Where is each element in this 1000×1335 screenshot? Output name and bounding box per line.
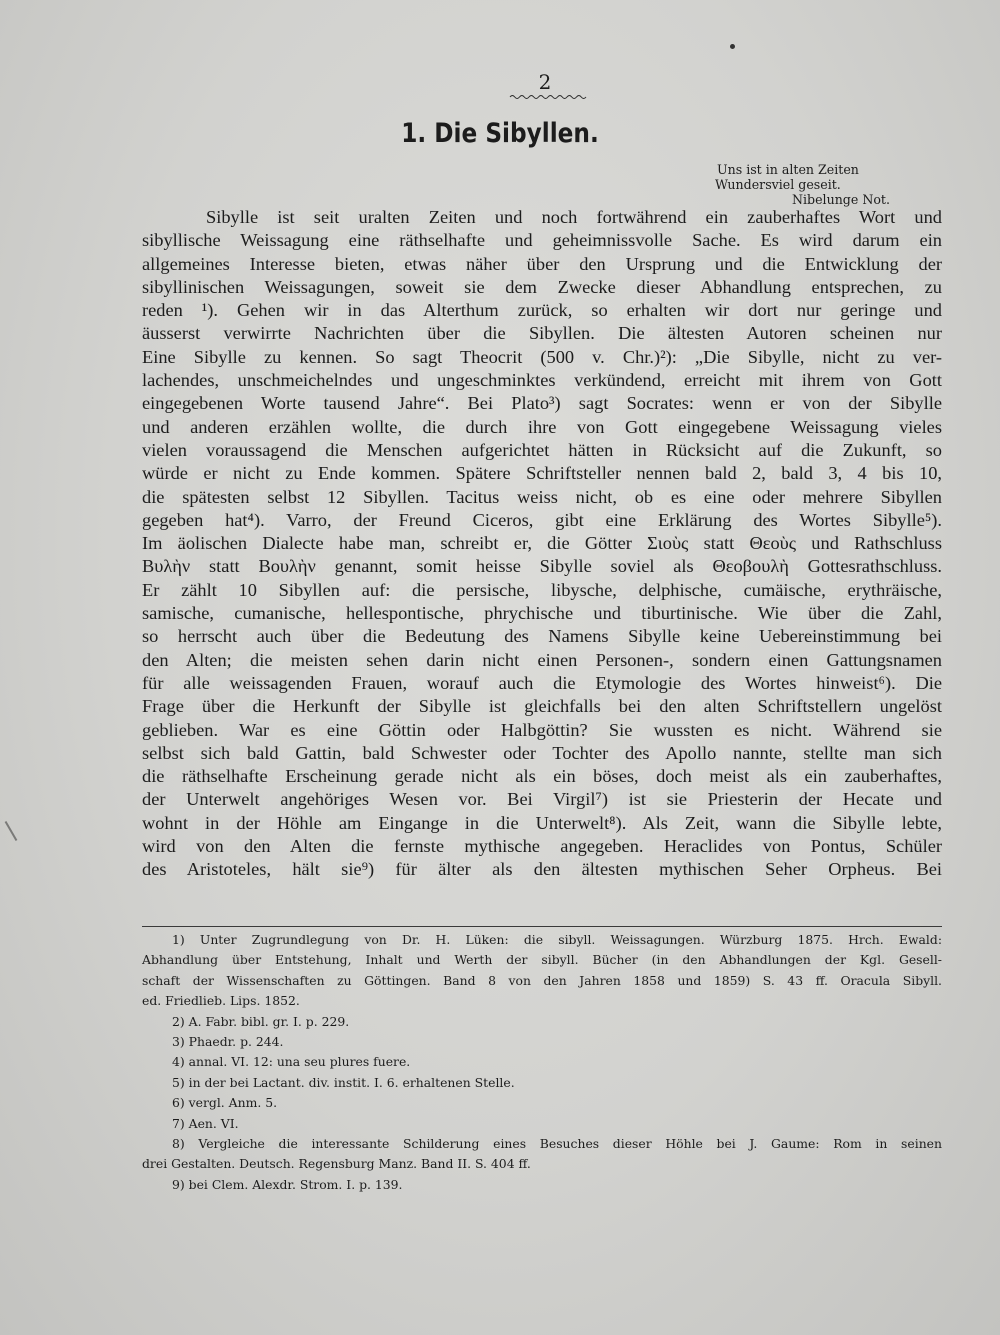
wavy-ornament [510,94,586,100]
body-line: der Unterwelt angehöriges Wesen vor. Bei Virgil⁷) ist sie Priesterin der Hecate und [142,789,942,810]
body-line: so herrscht auch über die Bedeutung des Namens Sibylle keine Uebereinstimmung bei [142,626,942,647]
footnote-line: 7) Aen. VI. [172,1115,239,1131]
body-line: eingegebenen Worte tausend Jahre“. Bei Plato³) sagt Socrates: wenn er von der Sibylle [142,393,942,414]
body-line: äusserst verwirrte Nachrichten über die Sibyllen. Die ältesten Autoren scheinen nur [142,323,942,344]
body-line: die spätesten selbst 12 Sibyllen. Tacitus weiss nicht, ob es eine oder mehrere Sibyllen [142,486,942,507]
footnote-line: ed. Friedlieb. Lips. 1852. [142,993,300,1009]
footnote-line: schaft der Wissenschaften zu Göttingen. Band 8 von den Jahren 1858 und 1859) S. 43 ff. Oracula Sibyll. [142,972,942,988]
epigraph-line: Wundersviel geseit. [715,177,841,192]
body-line: die räthselhafte Erscheinung gerade nicht als ein böses, doch meist als ein zauberhaftes, [142,766,942,787]
body-line: Sibylle ist seit uralten Zeiten und noch fortwährend ein zauberhaftes Wort und [206,207,942,227]
body-line: reden ¹). Gehen wir in das Alterthum zurück, so erhalten wir dort nur geringe und [142,300,942,321]
chapter-title: 1. Die Sibyllen. [401,118,599,149]
body-line: Im äolischen Dialecte habe man, schreibt er, die Götter Σιοὺς statt Θεοὺς und Rathschluss [142,533,942,554]
footnote-line: 4) annal. VI. 12: una seu plures fuere. [172,1054,411,1070]
body-line: geblieben. War es eine Göttin oder Halbgöttin? Sie wussten es nicht. Während sie [142,719,942,740]
body-line: vielen voraussagend die Menschen aufgerichtet hätten in Rücksicht auf die Zukunft, so [142,439,942,460]
body-line: wird von den Alten die fernste mythische angegeben. Heraclides von Pontus, Schüler [142,836,942,857]
footnote-line: 6) vergl. Anm. 5. [172,1095,278,1111]
body-line: für alle weissagenden Frauen, worauf auch die Etymologie des Wortes hinweist⁶). Die [142,672,942,693]
footnotes [142,930,942,1195]
margin-mark [5,821,18,841]
footnote-line: 3) Phaedr. p. 244. [172,1033,284,1049]
footnote-line: Abhandlung über Entstehung, Inhalt und Werth der sibyll. Bücher (in den Abhandlungen der Kgl. Gesell- [142,952,942,968]
epigraph [680,162,920,207]
footnote-line: 9) bei Clem. Alexdr. Strom. I. p. 139. [172,1176,403,1192]
body-line: samische, cumanische, hellespontische, phrychische und tiburtinische. Wie über die Zahl, [142,603,942,624]
body-line: gegeben hat⁴). Varro, der Freund Ciceros, gibt eine Erklärung des Wortes Sibylle⁵). [142,509,942,530]
footnote-line: 8) Vergleiche die interessante Schilderung eines Besuches dieser Höhle bei J. Gaume: Rom in seinen [172,1135,942,1151]
footnote-line: 1) Unter Zugrundlegung von Dr. H. Lüken: die sibyll. Weissagungen. Würzburg 1875. Hrch. Ewald: [172,932,942,947]
body-line: Βυλὴν statt Βουλὴν genannt, somit heisse Sibylle soviel als Θεοβουλὴ Gottesrathschluss. [142,556,942,577]
body-line: den Alten; die meisten sehen darin nicht einen Personen-, sondern einen Gattungsnamen [142,649,942,670]
body-line: lachendes, unschmeichelndes und ungeschminktes verkündend, erreicht mit ihrem von Gott [142,370,942,391]
footnote-line: 2) A. Fabr. bibl. gr. I. p. 229. [172,1013,350,1029]
body-line: wohnt in der Höhle am Eingange in die Unterwelt⁸). Als Zeit, wann die Sibylle lebte, [142,812,942,833]
body-line: Eine Sibylle zu kennen. So sagt Theocrit (500 v. Chr.)²): „Die Sibylle, nicht zu ver- [142,346,942,367]
body-line: würde er nicht zu Ende kommen. Spätere Schriftsteller nennen bald 2, bald 3, 4 bis 10, [142,463,942,484]
body-line: Er zählt 10 Sibyllen auf: die persische, libysche, delphische, cumäische, erythräische, [142,579,942,600]
body-line: und anderen erzählen wollte, die durch ihre von Gott eingegebene Weissagung vieles [142,416,942,437]
body-line: sibyllische Weissagung eine räthselhafte und geheimnissvolle Sache. Es wird darum ein [142,230,942,251]
footnote-rule [142,926,942,927]
body-text [142,206,942,882]
epigraph-line: Uns ist in alten Zeiten [717,162,859,177]
body-line: sibyllinischen Weissagungen, soweit sie dem Zwecke dieser Abhandlung entsprechen, zu [142,276,942,297]
body-line: allgemeines Interesse bieten, etwas näher über den Ursprung und die Entwicklung der [142,253,942,274]
body-line: Frage über die Herkunft der Sibylle ist gleichfalls bei den alten Schriftstellern ungelöst [142,696,942,717]
ink-speck [730,44,735,49]
page-number: 2 [538,70,552,94]
epigraph-source: Nibelunge Not. [792,192,890,207]
body-line: selbst sich bald Gattin, bald Schwester oder Tochter des Apollo nannte, stellte man sich [142,742,942,763]
footnote-line: 5) in der bei Lactant. div. instit. I. 6. erhaltenen Stelle. [172,1074,515,1090]
body-line: des Aristoteles, hält sie⁹) für älter als den ältesten mythischen Seher Orpheus. Bei [142,859,942,880]
footnote-line: drei Gestalten. Deutsch. Regensburg Manz. Band II. S. 404 ff. [142,1156,531,1172]
